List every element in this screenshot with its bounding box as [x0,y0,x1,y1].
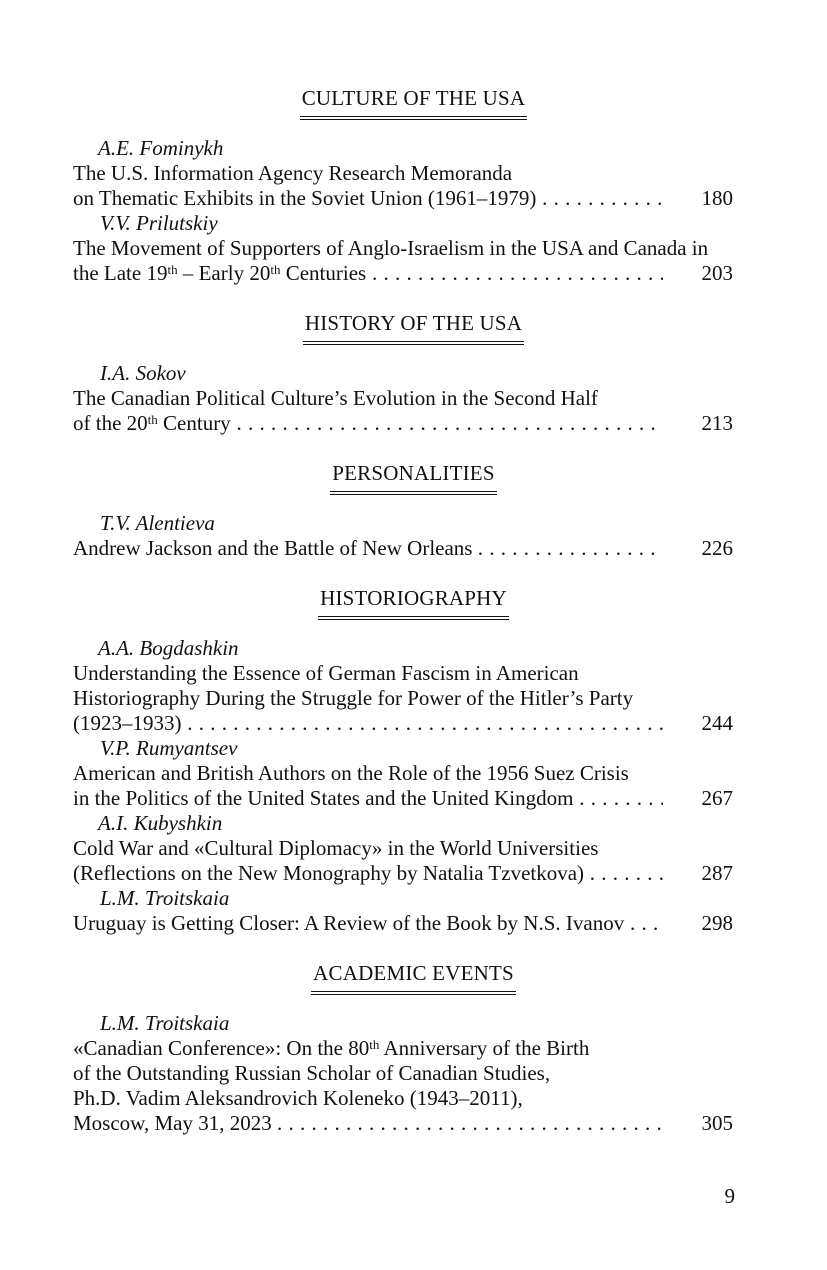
toc-title-line: The Canadian Political Culture’s Evolution in the Second Half [73,386,598,410]
toc-title-last-line: Andrew Jackson and the Battle of New Orleans . . . [73,536,663,561]
toc-page-number: 244 [701,711,733,735]
toc-title-line: The Movement of Supporters of Anglo-Israelism in the USA and Canada in [73,236,709,260]
toc-author: V.P. Rumyantsev [100,736,238,760]
toc-title-last-line: Moscow, May 31, 2023 . . . [73,1111,663,1136]
toc-title-line: Cold War and «Cultural Diplomacy» in the World Universities [73,836,599,860]
toc-title-last-line: on Thematic Exhibits in the Soviet Union (1961–1979) . . . [73,186,663,211]
toc-author: V.V. Prilutskiy [100,211,218,235]
toc-title-line: American and British Authors on the Role of the 1956 Suez Crisis [73,761,629,785]
toc-page-number: 226 [701,536,733,560]
toc-title-last-line: (1923–1933) . . . [73,711,663,736]
toc-title-last-line: of the 20th Century . . . [73,411,663,436]
toc-title-line: Historiography During the Struggle for Power of the Hitler’s Party [73,686,634,710]
toc-author: A.E. Fominykh [98,136,224,160]
section-heading-history: HISTORY OF THE USA [0,311,827,345]
toc-page-number: 305 [701,1111,733,1135]
toc-title-line: «Canadian Conference»: On the 80th Anniversary of the Birth [73,1036,590,1060]
toc-title-last-line: Uruguay is Getting Closer: A Review of the Book by N.S. Ivanov . . . [73,911,663,936]
toc-title-last-line: (Reflections on the New Monography by Natalia Tzvetkova) . . . [73,861,663,886]
page-folio: 9 [724,1184,735,1208]
toc-author: A.A. Bogdashkin [98,636,239,660]
toc-page-number: 298 [701,911,733,935]
toc-page-number: 203 [701,261,733,285]
toc-title-last-line: in the Politics of the United States and the United Kingdom . . . [73,786,663,811]
toc-page-number: 213 [701,411,733,435]
toc-title-last-line: the Late 19th – Early 20th Centuries . . . [73,261,663,286]
toc-title-line: Understanding the Essence of German Fascism in American [73,661,579,685]
toc-author: I.A. Sokov [100,361,186,385]
toc-page-number: 267 [701,786,733,810]
section-heading-personalities: PERSONALITIES [0,461,827,495]
section-heading-culture: CULTURE OF THE USA [0,86,827,120]
toc-author: L.M. Troitskaia [100,1011,230,1035]
toc-title-line: of the Outstanding Russian Scholar of Canadian Studies, [73,1061,551,1085]
toc-author: L.M. Troitskaia [100,886,230,910]
toc-author: A.I. Kubyshkin [98,811,223,835]
section-heading-academic-events: ACADEMIC EVENTS [0,961,827,995]
toc-title-line: Ph.D. Vadim Aleksandrovich Koleneko (1943–2011), [73,1086,523,1110]
toc-page-number: 180 [701,186,733,210]
toc-page-number: 287 [701,861,733,885]
toc-title-line: The U.S. Information Agency Research Memoranda [73,161,513,185]
section-heading-historiography: HISTORIOGRAPHY [0,586,827,620]
toc-author: T.V. Alentieva [100,511,215,535]
